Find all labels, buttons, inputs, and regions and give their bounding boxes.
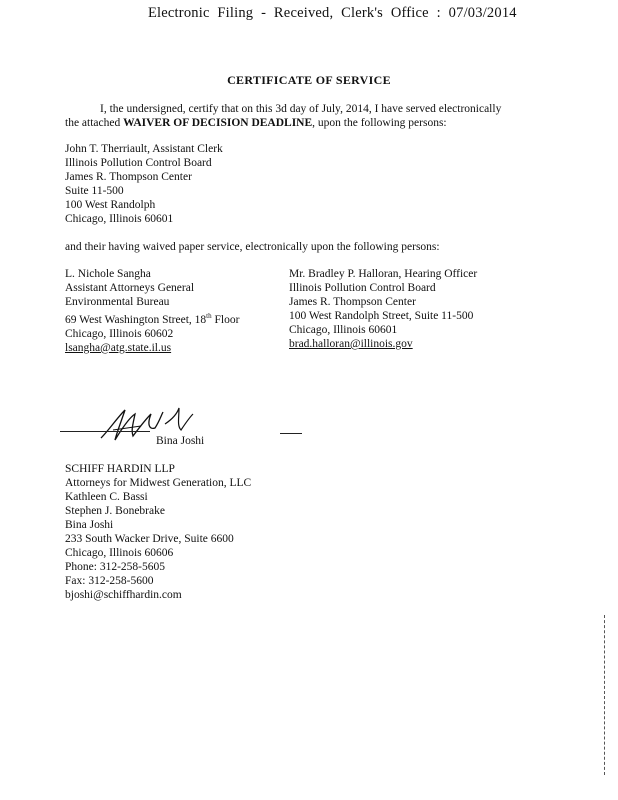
recipient-line: John T. Therriault, Assistant Clerk	[65, 143, 223, 155]
contact-line: Environmental Bureau	[65, 296, 170, 308]
intro-line-1: I, the undersigned, certify that on this 3d day of July, 2014, I have served electronically	[100, 103, 502, 115]
recipient-line: Illinois Pollution Control Board	[65, 157, 212, 169]
contact-line: 100 West Randolph Street, Suite 11-500	[289, 310, 474, 322]
contact-line: Chicago, Illinois 60601	[289, 324, 398, 336]
signature-line	[60, 431, 150, 432]
recipient-line: 100 West Randolph	[65, 199, 156, 211]
contact-line: James R. Thompson Center	[289, 296, 416, 308]
email-link[interactable]: lsangha@atg.state.il.us	[65, 341, 172, 354]
firm-line: SCHIFF HARDIN LLP	[65, 463, 175, 475]
contact-street	[65, 309, 239, 327]
street-floor: Floor	[211, 313, 240, 326]
contact-line: Illinois Pollution Control Board	[289, 282, 436, 294]
firm-email[interactable]: bjoshi@schiffhardin.com	[65, 589, 182, 601]
firm-line: 233 South Wacker Drive, Suite 6600	[65, 533, 234, 545]
street-superscript: th	[206, 312, 212, 320]
firm-block	[65, 462, 251, 602]
page-title: CERTIFICATE OF SERVICE	[227, 73, 391, 87]
scan-edge-mark	[604, 615, 606, 775]
contact-line: L. Nichole Sangha	[65, 268, 151, 280]
recipient-line: Chicago, Illinois 60601	[65, 213, 174, 225]
firm-line: Chicago, Illinois 60606	[65, 547, 174, 559]
intro-line-2-start: the attached	[65, 117, 124, 129]
right-contact-block	[289, 267, 477, 351]
firm-line: Attorneys for Midwest Generation, LLC	[65, 477, 252, 489]
contact-line: Assistant Attorneys General	[65, 282, 195, 294]
contact-line: Chicago, Illinois 60602	[65, 327, 174, 340]
recipient-line: Suite 11-500	[65, 185, 124, 197]
filing-stamp-header: Electronic Filing - Received, Clerk's Office : 07/03/2014	[148, 5, 517, 21]
waived-service-text: and their having waived paper service, electronically upon the following persons:	[65, 241, 440, 253]
left-contact-block	[65, 267, 239, 355]
signer-name: Bina Joshi	[156, 435, 205, 447]
street-text: 69 West Washington Street, 18	[65, 313, 207, 326]
recipient-line: James R. Thompson Center	[65, 171, 192, 183]
firm-line: Stephen J. Bonebrake	[65, 505, 165, 517]
firm-line: Kathleen C. Bassi	[65, 491, 148, 503]
email-link[interactable]: brad.halloran@illinois.gov	[289, 338, 413, 350]
recipient-block	[65, 142, 223, 226]
intro-line-2-end: , upon the following persons:	[312, 117, 447, 129]
intro-line-2	[65, 116, 447, 130]
signature-line-end	[280, 433, 302, 434]
firm-line: Phone: 312-258-5605	[65, 561, 165, 573]
contact-line: Mr. Bradley P. Halloran, Hearing Officer	[289, 268, 478, 280]
firm-line: Bina Joshi	[65, 519, 114, 531]
document-name: WAIVER OF DECISION DEADLINE	[123, 117, 313, 129]
firm-line: Fax: 312-258-5600	[65, 575, 154, 587]
